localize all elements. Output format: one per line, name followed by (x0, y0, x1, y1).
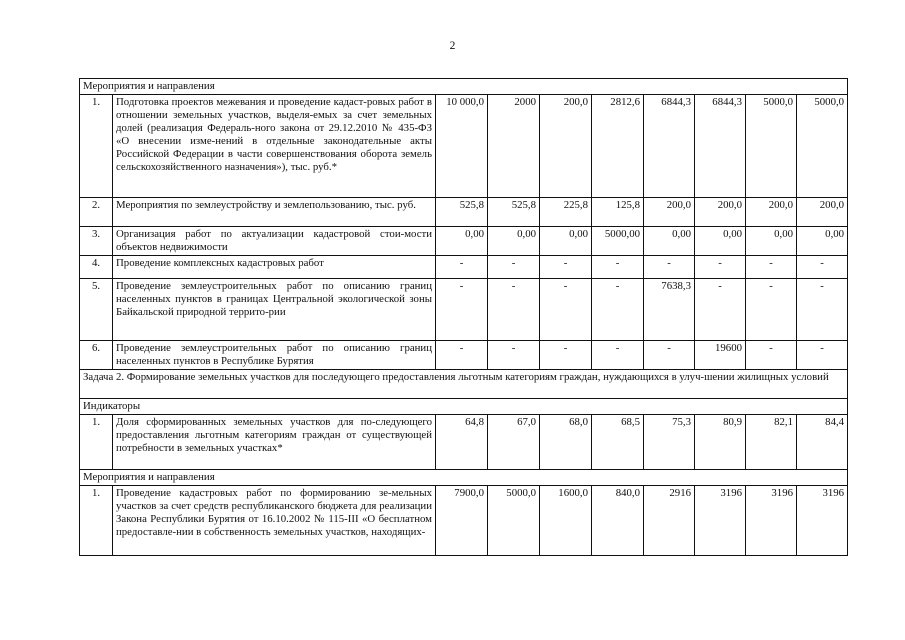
measure-row (80, 341, 848, 370)
task-2-header (80, 370, 848, 399)
value-cell: 3196 (746, 486, 797, 556)
value-cell: - (644, 341, 695, 370)
value-cell: 7900,0 (436, 486, 488, 556)
value-cell: - (797, 256, 848, 279)
value-cell: 225,8 (540, 198, 592, 227)
indicator-row (80, 415, 848, 470)
row-description: Организация работ по актуализации кадастровой стои-мости объектов недвижимости (113, 227, 436, 256)
section-header-indicators-text: Индикаторы (80, 399, 848, 415)
section-header-measures-2 (80, 470, 848, 486)
section-header-measures-text: Мероприятия и направления (80, 79, 848, 95)
row-number: 5. (80, 279, 113, 341)
row-number: 6. (80, 341, 113, 370)
task-2-header-text: Задача 2. Формирование земельных участков для последующего предоставления льготным категориям граждан, нуждающихся в улуч-шении жилищных условий (80, 370, 848, 399)
row-description: Подготовка проектов межевания и проведение кадаст-ровых работ в отношении земельных участков, выделя-емых за счет земельных долей (реализация Федераль-ного закона от 29.12.2010 № 435-ФЗ «О внесении изме-нений в отдельные законодательные акты Российской Федерации в части совершенствования оборота земель сельскохозяйственного назначения»), тыс. руб.* (113, 95, 436, 198)
value-cell: 0,00 (797, 227, 848, 256)
row-description: Проведение землеустроительных работ по описанию границ населенных пунктов в Республике Бурятия (113, 341, 436, 370)
row-number: 4. (80, 256, 113, 279)
value-cell: 0,00 (746, 227, 797, 256)
value-cell: 7638,3 (644, 279, 695, 341)
value-cell: 2916 (644, 486, 695, 556)
value-cell: 125,8 (592, 198, 644, 227)
value-cell: 5000,00 (592, 227, 644, 256)
value-cell: 200,0 (540, 95, 592, 198)
value-cell: 6844,3 (695, 95, 746, 198)
measure-row (80, 256, 848, 279)
value-cell: - (695, 256, 746, 279)
measure-row (80, 198, 848, 227)
value-cell: - (592, 341, 644, 370)
section-header-indicators (80, 399, 848, 415)
value-cell: - (746, 279, 797, 341)
row-description: Доля сформированных земельных участков для по-следующего предоставления льготным категориям граждан от существующей потребности в земельных участках* (113, 415, 436, 470)
value-cell: 0,00 (540, 227, 592, 256)
page-number: 2 (449, 40, 456, 52)
value-cell: 2812,6 (592, 95, 644, 198)
value-cell: - (746, 341, 797, 370)
row-description: Проведение комплексных кадастровых работ (113, 256, 436, 279)
row-description: Мероприятия по землеустройству и землепользованию, тыс. руб. (113, 198, 436, 227)
value-cell: 200,0 (695, 198, 746, 227)
table-body (80, 79, 848, 556)
value-cell: 5000,0 (746, 95, 797, 198)
value-cell: - (540, 256, 592, 279)
value-cell: 80,9 (695, 415, 746, 470)
section-header-measures-2-text: Мероприятия и направления (80, 470, 848, 486)
value-cell: 68,0 (540, 415, 592, 470)
value-cell: 82,1 (746, 415, 797, 470)
row-number: 1. (80, 415, 113, 470)
value-cell: 2000 (488, 95, 540, 198)
value-cell: 1600,0 (540, 486, 592, 556)
value-cell: 75,3 (644, 415, 695, 470)
value-cell: - (540, 279, 592, 341)
value-cell: 0,00 (644, 227, 695, 256)
section-header-measures (80, 79, 848, 95)
value-cell: 3196 (797, 486, 848, 556)
value-cell: 68,5 (592, 415, 644, 470)
value-cell: 0,00 (436, 227, 488, 256)
row-description: Проведение землеустроительных работ по описанию границ населенных пунктов в границах Центральной экологической зоны Байкальской природной террито-рии (113, 279, 436, 341)
value-cell: - (592, 256, 644, 279)
value-cell: 840,0 (592, 486, 644, 556)
value-cell: 525,8 (488, 198, 540, 227)
value-cell: 5000,0 (488, 486, 540, 556)
row-number: 3. (80, 227, 113, 256)
value-cell: 84,4 (797, 415, 848, 470)
value-cell: 3196 (695, 486, 746, 556)
value-cell: 200,0 (644, 198, 695, 227)
value-cell: - (436, 256, 488, 279)
row-number: 1. (80, 486, 113, 556)
measure-row (80, 227, 848, 256)
measure-row (80, 486, 848, 556)
value-cell: - (488, 256, 540, 279)
measure-row (80, 95, 848, 198)
value-cell: - (695, 279, 746, 341)
value-cell: - (746, 256, 797, 279)
row-number: 1. (80, 95, 113, 198)
value-cell: 5000,0 (797, 95, 848, 198)
value-cell: 6844,3 (644, 95, 695, 198)
value-cell: 200,0 (746, 198, 797, 227)
value-cell: - (436, 279, 488, 341)
program-table (79, 78, 848, 556)
value-cell: 67,0 (488, 415, 540, 470)
value-cell: 525,8 (436, 198, 488, 227)
row-number: 2. (80, 198, 113, 227)
value-cell: 10 000,0 (436, 95, 488, 198)
value-cell: - (436, 341, 488, 370)
value-cell: - (797, 341, 848, 370)
value-cell: - (797, 279, 848, 341)
value-cell: - (592, 279, 644, 341)
value-cell: - (644, 256, 695, 279)
value-cell: 0,00 (488, 227, 540, 256)
measure-row (80, 279, 848, 341)
value-cell: 19600 (695, 341, 746, 370)
value-cell: - (488, 279, 540, 341)
value-cell: - (488, 341, 540, 370)
value-cell: 200,0 (797, 198, 848, 227)
value-cell: - (540, 341, 592, 370)
row-description: Проведение кадастровых работ по формированию зе-мельных участков за счет средств республиканского бюджета для реализации Закона Республики Бурятия от 16.10.2002 № 115-III «О бесплатном предоставле-нии в собственность земельных участков, находящих- (113, 486, 436, 556)
value-cell: 0,00 (695, 227, 746, 256)
value-cell: 64,8 (436, 415, 488, 470)
